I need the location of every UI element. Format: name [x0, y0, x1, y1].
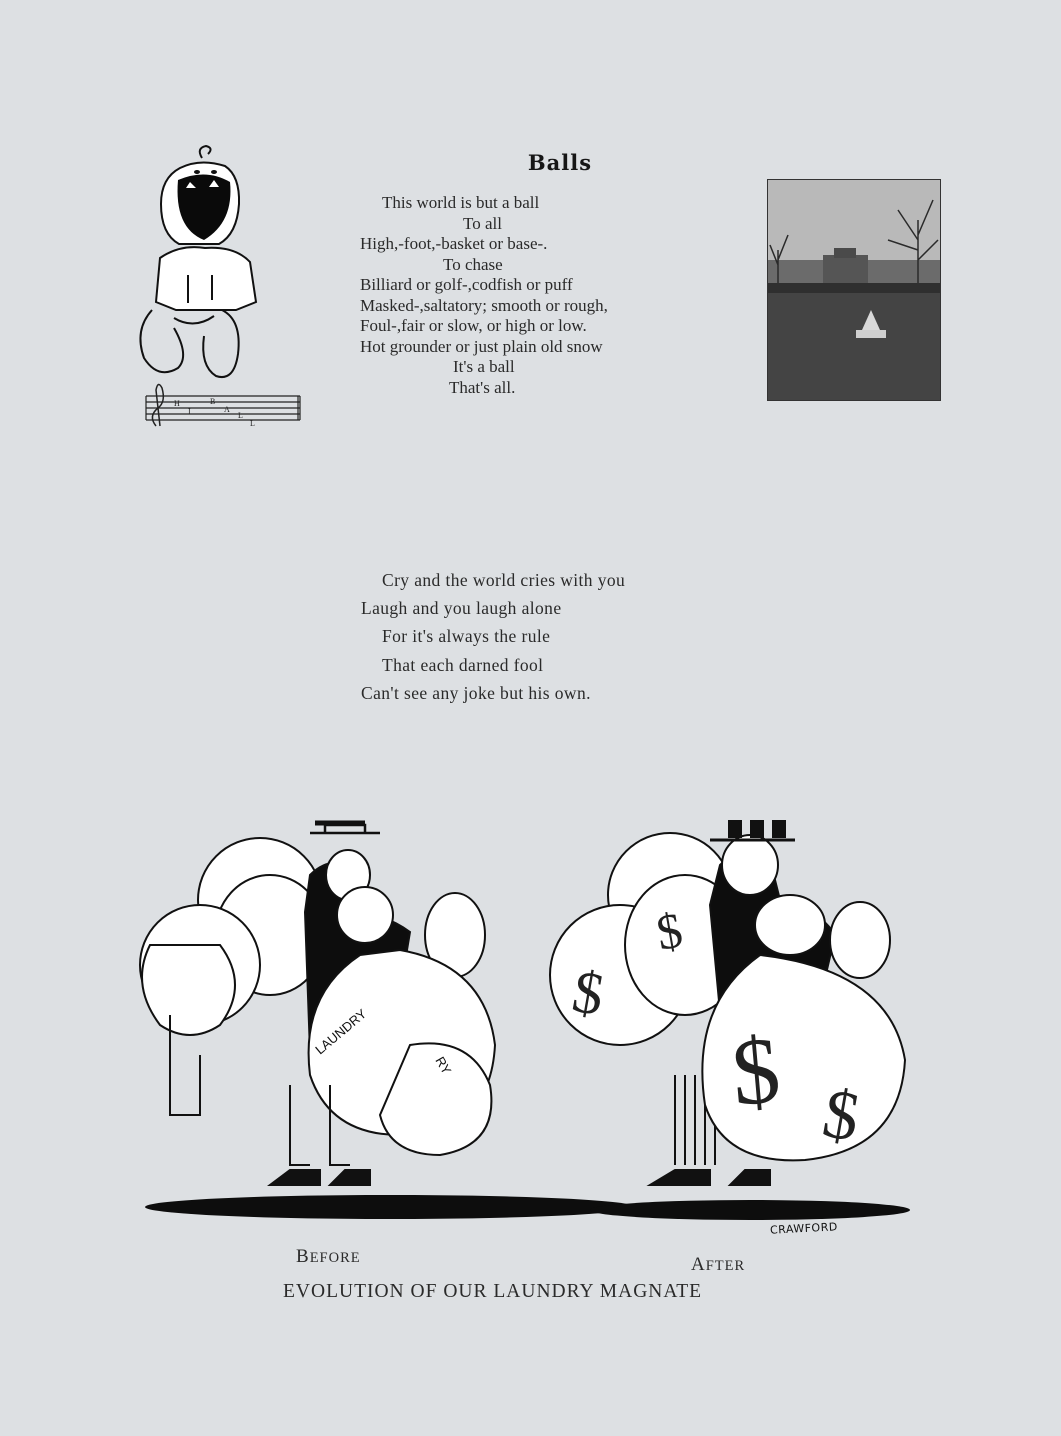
staff-letter: L — [250, 419, 255, 428]
poem-line: Masked-,saltatory; smooth or rough, — [360, 295, 608, 315]
artist-signature: CRAWFORD — [769, 1220, 839, 1237]
poem-line: To chase — [443, 254, 503, 274]
poem-line: Can't see any joke but his own. — [361, 682, 591, 703]
laundry-magnate-cartoon — [130, 815, 910, 1225]
poem-line: Billiard or golf-,codfish or puff — [360, 275, 573, 294]
poem-line: It's a ball — [453, 357, 515, 376]
svg-text:$: $ — [817, 1074, 866, 1157]
staff-letter: B — [210, 397, 216, 406]
poem-line: Cry and the world cries with you — [382, 570, 626, 590]
svg-text:$: $ — [652, 901, 687, 961]
caption-before: BEFORE — [296, 1246, 361, 1267]
staff-letter: H — [174, 399, 180, 408]
poem-balls — [300, 193, 720, 398]
laundry-bag-label: LAUNDRY — [312, 1006, 370, 1058]
poem-line: Hot grounder or just plain old snow — [360, 336, 603, 356]
poem-line: To all — [463, 213, 502, 233]
poem-line: Laugh and you laugh alone — [361, 598, 562, 619]
caption-title: EVOLUTION OF OUR LAUNDRY MAGNATE — [283, 1281, 703, 1302]
poem-title: Balls — [527, 150, 593, 175]
staff-letter: A — [224, 405, 230, 414]
poem-laugh — [300, 566, 720, 707]
svg-text:$: $ — [727, 1016, 785, 1126]
laundry-bag-label: RY — [432, 1054, 455, 1077]
staff-letter: I — [188, 407, 191, 416]
staff-letter: L — [238, 411, 243, 420]
poem-line: Foul-,fair or slow, or high or low. — [360, 316, 587, 335]
before-figure — [140, 823, 495, 1185]
poem-line: That's all. — [449, 377, 516, 397]
poem-line: This world is but a ball — [382, 193, 540, 212]
poem-line: High,-foot,-basket or base-. — [360, 234, 548, 253]
poem-line: That each darned fool — [382, 654, 544, 675]
crying-baby-illustration — [130, 140, 310, 435]
svg-text:$: $ — [567, 957, 609, 1029]
caption-after: AFTER — [691, 1254, 746, 1275]
campus-photograph — [767, 179, 941, 401]
poem-line: For it's always the rule — [382, 626, 551, 647]
